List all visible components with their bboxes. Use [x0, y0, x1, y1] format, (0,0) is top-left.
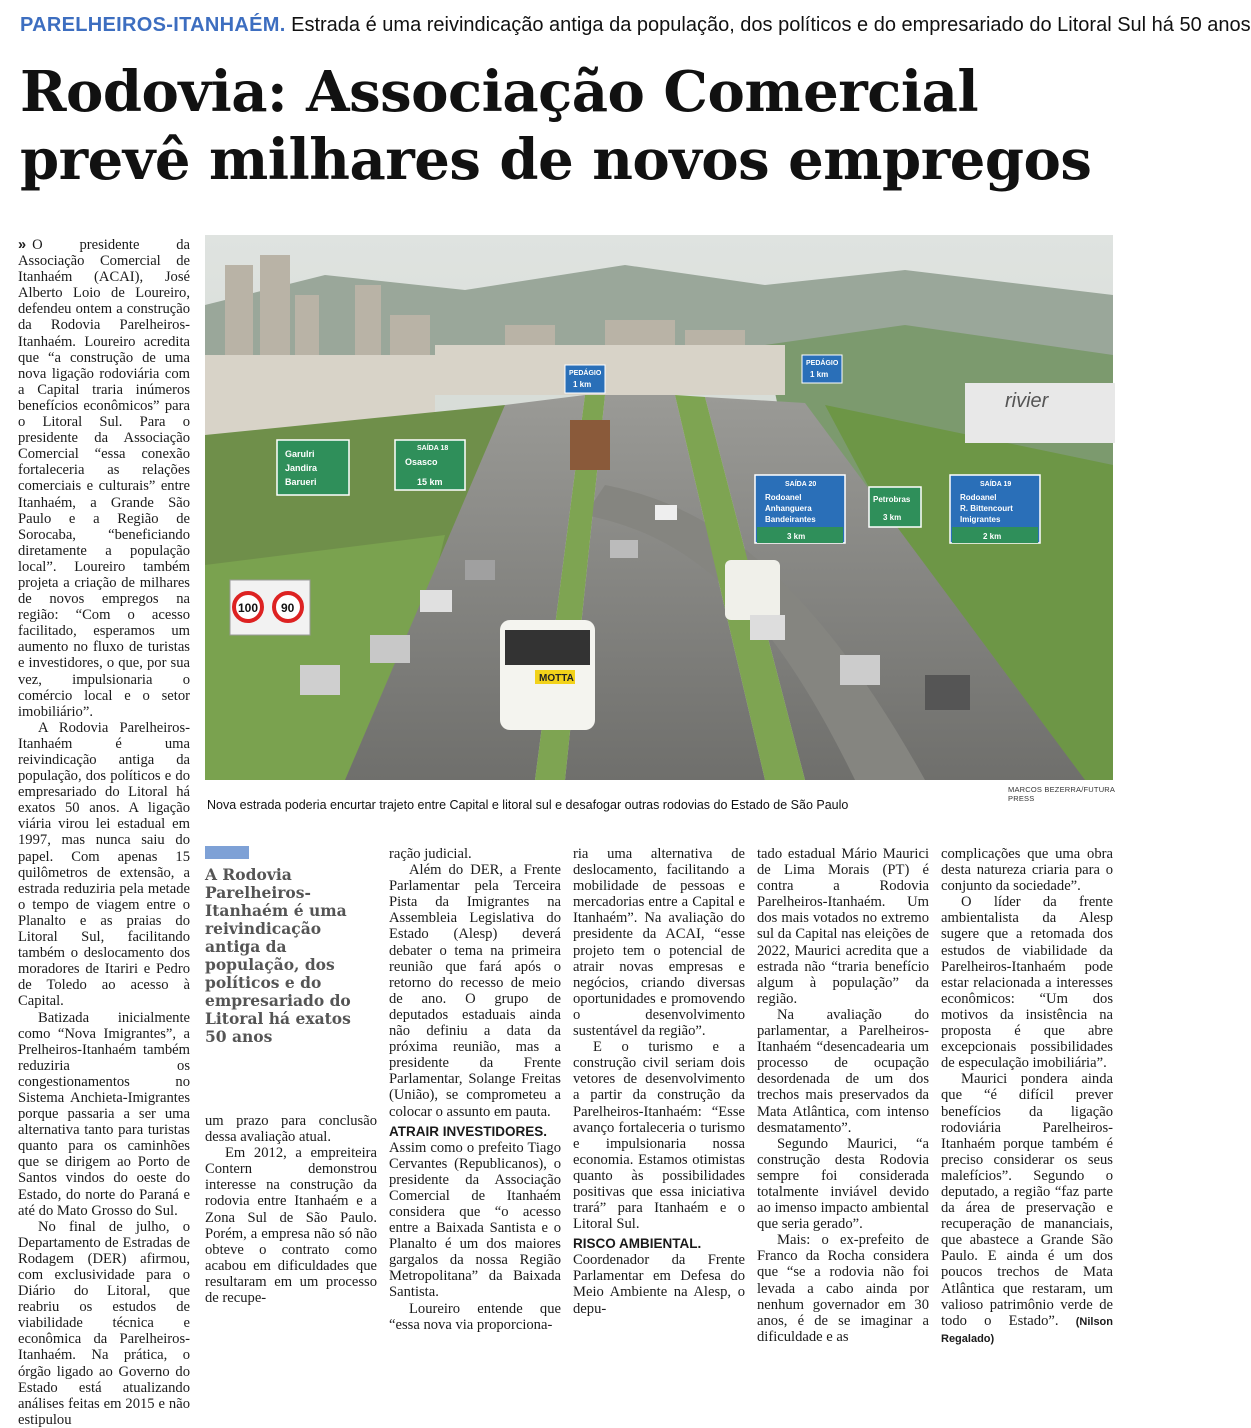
sign-text: Imigrantes [960, 515, 1001, 524]
paragraph: complicações que uma obra desta natureza criaria para o conjunto da sociedade”. [941, 846, 1113, 895]
paragraph: ração judicial. [389, 846, 472, 862]
paragraph: Coordenador da Frente Parlamentar em Defesa do Meio Ambiente na Alesp, o depu- [573, 1252, 745, 1317]
headline: Rodovia: Associação Comercial prevê milhares de novos empregos [20, 59, 1092, 193]
column-3 [389, 846, 561, 1333]
paragraph: Maurici pondera ainda que “é difícil prever benefícios da ligação rodoviária Parelheiros-Itanhaém porque também é preciso considerar os seus malefícios”. Segundo o deputado, a região “faz parte da área de preservação e recuperação de mananciais, que abastece a Grande São Paulo. E ainda é um dos poucos trechos de Mata Atlântica que restaram, um valioso patrimônio verde de todo o Estado”. (Nilson Regalado) [941, 1071, 1113, 1345]
sign-text: 2 km [983, 532, 1002, 541]
sign-text: Rodoanel [960, 493, 997, 502]
sign-text: Osasco [405, 457, 438, 467]
photo-caption: Nova estrada poderia encurtar trajeto entre Capital e litoral sul e desafogar outras rodovias do Estado de São Paulo [207, 798, 849, 812]
speed-limit-text: 90 [281, 601, 295, 615]
sign-text: Petrobras [873, 495, 911, 504]
paragraph: Batizada inicialmente como “Nova Imigrantes”, a Prelheiros-Itanhaém também reduziria os congestionamentos no Sistema Anchieta-Imigrantes porque passaria a ser uma alternativa tanto para turistas quanto para os caminhões que se dirigem ao Porto de Santos vindos do oeste do Estado, do norte do Paraná e até do Mato Grosso do Sul. [18, 1009, 190, 1219]
paragraph: Assim como o prefeito Tiago Cervantes (Republicanos), o presidente da Associação Comercial de Itanhaém considera que “o acesso entre a Baixada Santista e o Planalto é um dos maiores gargalos da nossa Região Metropolitana” da Baixada Santista. [389, 1139, 561, 1301]
sign-text: 1 km [573, 380, 592, 389]
column-4 [573, 846, 745, 1317]
paragraph: Em 2012, a empreiteira Contern demonstrou interesse na construção da rodovia entre Itanhaém e a Zona Sul de São Paulo. Porém, a empresa não só não obteve o contrato como acabou em dificuldades que resultaram em um processo de recupe- [205, 1145, 377, 1307]
kicker [20, 14, 1251, 37]
sign-text: R. Bittencourt [960, 504, 1013, 513]
sign-text: 15 km [417, 477, 443, 487]
paragraph: Além do DER, a Frente Parlamentar pela Terceira Pista da Imigrantes na Assembleia Legislativa do Estado (Alesp) deverá debater o tema na primeira reunião que fará após o retorno do recesso de meio de ano. O grupo de deputados estaduais ainda não definiu a data da próxima reunião, mas a presidente da Frente Parlamentar, Solange Freitas (União), se comprometeu a colocar o assunto em pauta. [389, 862, 561, 1120]
paragraph: um prazo para conclusão dessa avaliação atual. [205, 1113, 377, 1146]
paragraph: » O presidente da Associação Comercial de Itanhaém (ACAI), José Alberto Loio de Loureiro, defendeu ontem a construção da Rodovia Parelheiros-Itanhaém. Loureiro acredita que “a construção de uma nova ligação rodoviária com a Capital traria inúmeros benefícios econômicos” para o Litoral Sul. Para o presidente da Associação Comercial “essa conexão fortaleceria as relações comerciais e culturais” entre Itanhaém, a Grande São Paulo e a Região de Sorocaba, “beneficiando diretamente a população local”. Loureiro também projeta a criação de milhares de novos empregos na região: “Com o acesso facilitado, esperamos um aumento no fluxo de turistas e investidores, o que, por sua vez, impulsionaria o comércio local e o setor imobiliário”. [18, 237, 190, 720]
sign-text: Jandira [285, 463, 318, 473]
column-1 [18, 237, 190, 1428]
chevron-right-icon: » [18, 237, 27, 253]
paragraph: E o turismo e a construção civil seriam dois vetores de desenvolvimento a partir da construção da Parelheiros-Itanhaém: “Esse avanço fortaleceria o turismo e impulsionaria nossa economia. Estamos otimistas quanto às possibilidades positivas que essa iniciativa trará” para Itanhaém e o Litoral Sul. [573, 1039, 745, 1233]
paragraph: No final de julho, o Departamento de Estradas de Rodagem (DER) afirmou, com exclusividade para o Diário do Litoral, que reabriu os estudos de viabilidade técnica e econômica da Parelheiros-Itanhaém. Na prática, o órgão ligado ao Governo do Estado está atualizando análises feitas em 2015 e não estipulou [18, 1218, 190, 1428]
sign-text: Barueri [285, 477, 317, 487]
section-tag: PARELHEIROS-ITANHAÉM. [20, 14, 286, 36]
paragraph: Segundo Maurici, “a construção desta Rodovia sempre foi considerada totalmente inviável devido ao imenso impacto ambiental que seria gerado”. [757, 1135, 929, 1233]
sign-text: 3 km [787, 532, 806, 541]
sign-text: Anhanguera [765, 504, 812, 513]
sign-text: 3 km [883, 513, 902, 522]
kicker-subtitle: Estrada é uma reivindicação antiga da população, dos políticos e do empresariado do Litoral Sul há 50 anos [291, 14, 1251, 36]
paragraph: Na avaliação do parlamentar, a Parelheiros-Itanhaém “desencadearia um processo de ocupação desordenada de um dos trechos mais preservados da Mata Atlântica, com intenso desmatamento”. [757, 1006, 929, 1136]
column-5 [757, 846, 929, 1345]
sign-text: Rodoanel [765, 493, 802, 502]
column-2 [205, 1113, 377, 1306]
column-6 [941, 846, 1113, 1347]
sign-text: 1 km [810, 370, 829, 379]
paragraph: Mais: o ex-prefeito de Franco da Rocha considera que “se a rodovia não foi levada a cabo ainda por nenhum governador em 30 anos, é de se imaginar a dificuldade e as [757, 1232, 929, 1345]
sign-text: SAÍDA 18 [417, 445, 449, 452]
sign-text: Garulri [285, 449, 315, 459]
paragraph: O líder da frente ambientalista da Alesp sugere que a retomada dos estudos de viabilidade da Parelheiros-Itanhaém pode estar relacionada a interesses econômicos: “Um dos motivos da insistência na proposta é que abre excepcionais possibilidades de especulação imobiliária”. [941, 894, 1113, 1072]
photo-credit: MARCOS BEZERRA/FUTURA PRESS [1008, 785, 1115, 803]
pullquote: A Rodovia Parelheiros-Itanhaém é uma reivindicação antiga da população, dos políticos e do empresariado do Litoral há exatos 50 anos [205, 865, 351, 1046]
pullquote-accent-bar [205, 846, 249, 859]
sign-text: PEDÁGIO [569, 370, 602, 377]
sign-text: Bandeirantes [765, 515, 816, 524]
paragraph: A Rodovia Parelheiros-Itanhaém é uma reivindicação antiga da população, dos políticos e do empresariado do Litoral há exatos 50 anos. A ligação viária virou lei estadual em 1997, mas nunca saiu do papel. Com apenas 15 quilômetros de extensão, a estrada reduziria pela metade o tempo de viagem entre o Planalto e as praias do Litoral Sul, facilitando também o deslocamento dos moradores de Itariri e Pedro de Toledo ao acesso à Capital. [18, 719, 190, 1010]
sign-text: SAÍDA 20 [785, 481, 817, 488]
author-credit: (Nilson Regalado) [941, 1315, 1113, 1345]
subheading: RISCO AMBIENTAL. [573, 1236, 702, 1252]
sign-text: PEDÁGIO [806, 360, 839, 367]
subheading: ATRAIR INVESTIDORES. [389, 1123, 548, 1139]
speed-limit-text: 100 [238, 601, 259, 615]
bus-label: MOTTA [539, 673, 574, 684]
sign-text: SAÍDA 19 [980, 481, 1012, 488]
paragraph: Loureiro entende que “essa nova via proporciona- [389, 1300, 561, 1333]
highway-photo [205, 235, 1113, 780]
paragraph: ria uma alternativa de deslocamento, facilitando a mobilidade de pessoas e mercadorias entre a Capital e Itanhaém”. Na avaliação do presidente da ACAI, “esse projeto tem o potencial de atrair novas empresas e negócios, criando diversas oportunidades e promovendo o desenvolvimento sustentável da região”. [573, 846, 745, 1040]
billboard-text: rivier [1005, 390, 1049, 412]
paragraph: tado estadual Mário Maurici de Lima Morais (PT) é contra a Rodovia Parelheiros-Itanhaém. Um dos mais votados no extremo sul da Capital nas eleições de 2022, Maurici acredita que a estrada não “traria benefício algum à população” da região. [757, 846, 929, 1007]
